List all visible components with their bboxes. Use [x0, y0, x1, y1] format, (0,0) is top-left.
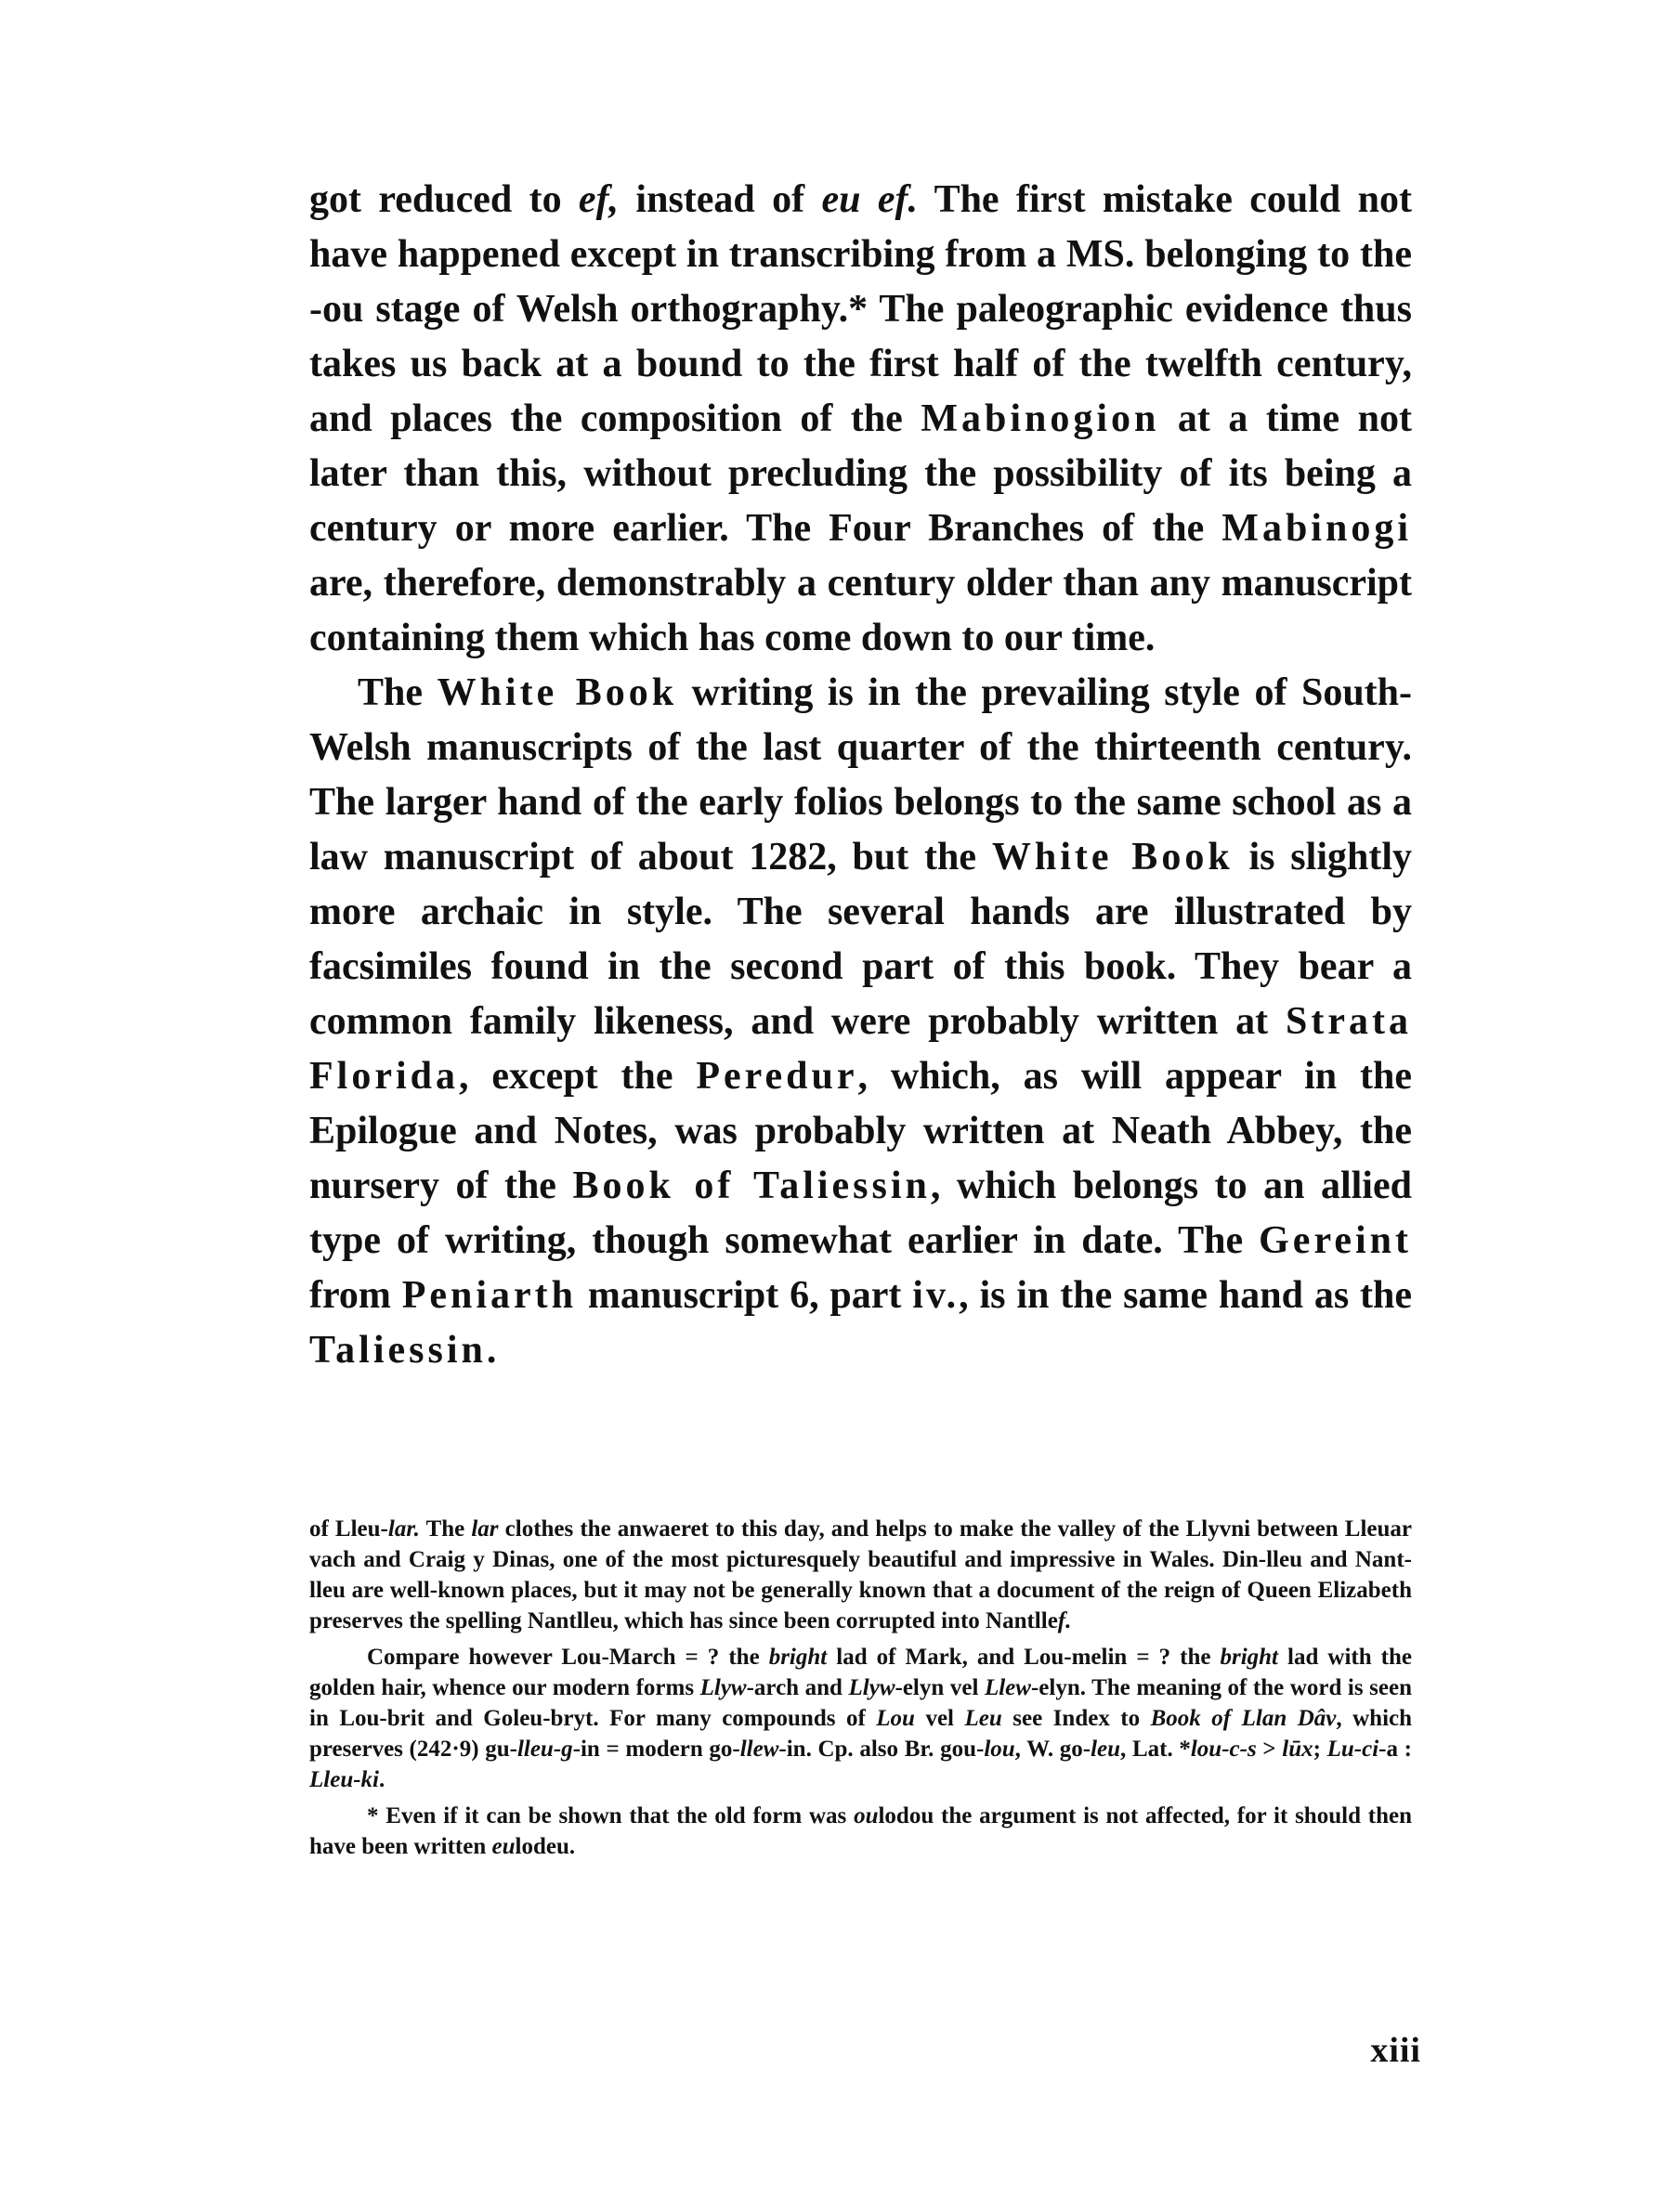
spaced-title: Gereint — [1259, 1219, 1412, 1262]
spaced-title: Peniarth — [401, 1274, 578, 1317]
italic-run: lar. — [387, 1516, 420, 1542]
paragraph-1 — [309, 173, 1412, 666]
text-run: ; — [1313, 1737, 1327, 1762]
text-run: got reduced to — [309, 178, 579, 221]
text-run: lodou the argument is not affected, for it should then have been written — [309, 1803, 1412, 1859]
italic-run: ou — [854, 1803, 879, 1828]
italic-run: Lleu-ki — [309, 1767, 379, 1792]
italic-run: Llew — [984, 1675, 1031, 1700]
text-run: -arch and — [746, 1675, 849, 1700]
text-run: clothes the anwaeret to this day, and helps to make the valley of the Llyvni between Lleuar vach and Craig y Dinas, one of the most picturesquely beautiful and impressive in Wales. Din-lleu and Nant-lleu are well-known places, but it may not be generally known that a document of the reign of Queen Elizabeth preserves the spelling Nantlleu, which has since been corrupted into Nantlle — [309, 1516, 1412, 1633]
text-run: The — [358, 671, 438, 714]
text-run: are, therefore, demonstrably a century older than any manuscript containing them which has come down to our time. — [309, 562, 1412, 659]
text-run: -in = modern go- — [572, 1737, 740, 1762]
spaced-title: Mabinogi — [1221, 507, 1412, 550]
italic-run: Book of Llan Dâv — [1150, 1706, 1337, 1731]
italic-run: bright — [768, 1645, 828, 1670]
italic-run: Llyw — [848, 1675, 895, 1700]
spaced-title: Taliessin — [309, 1329, 487, 1372]
text-run: -a : — [1378, 1737, 1412, 1762]
text-run: > — [1256, 1737, 1283, 1762]
text-run: of Lleu- — [309, 1516, 388, 1542]
text-run: , which, as will appear in the Epilogue and Notes, was probably written at Neath Abbey, the nursery of the — [309, 1055, 1412, 1207]
text-run: see Index to — [1001, 1706, 1151, 1731]
text-run: is slightly more archaic in style. The several hands are illustrated by facsimiles found in the second part of this book. They bear a common family likeness, and were probably written at — [309, 836, 1413, 1043]
italic-run: Lu-ci — [1326, 1737, 1379, 1762]
main-text — [309, 173, 1412, 1378]
italic-run: Llyw — [699, 1675, 747, 1700]
text-run: , Lat. * — [1120, 1737, 1191, 1762]
italic-run: f. — [1057, 1608, 1072, 1633]
text-run: , which belongs to an allied type of writing, though somewhat earlier in date. The — [309, 1165, 1412, 1262]
italic-run: lou — [984, 1737, 1015, 1762]
text-run: lad with the golden hair, whence our modern forms — [309, 1645, 1412, 1700]
text-run: at a time not later than this, without precluding the possibility of its being a century or more earlier. The Four Branches of the — [309, 397, 1412, 550]
footnote-asterisk — [309, 1801, 1412, 1862]
text-run: lad of Mark, and Lou-melin = ? the — [827, 1645, 1221, 1670]
page-number: xiii — [1370, 2031, 1421, 2070]
italic-run: ef, — [578, 178, 620, 221]
text-run: -elyn vel — [895, 1675, 985, 1700]
footnotes — [309, 1514, 1412, 1867]
italic-run: lūx — [1282, 1737, 1313, 1762]
italic-run: eu ef. — [821, 178, 918, 221]
spaced-title: Strata Florida — [309, 1000, 1412, 1098]
text-run: manuscript 6, part — [577, 1274, 913, 1317]
footnote-1 — [309, 1514, 1412, 1636]
italic-run: lar — [471, 1516, 499, 1542]
italic-run: lou-c-s — [1190, 1737, 1257, 1762]
italic-run: llew — [739, 1737, 779, 1762]
small-caps-run: iv. — [912, 1274, 960, 1317]
text-run: , except the — [459, 1055, 697, 1098]
italic-run: Leu — [964, 1706, 1002, 1731]
spaced-title: White Book — [437, 671, 678, 714]
italic-run: eu — [491, 1834, 516, 1859]
text-run: , is in the same hand as the — [959, 1274, 1413, 1317]
text-run: Compare however Lou-March = ? the — [367, 1645, 769, 1670]
text-run: . — [486, 1329, 497, 1372]
text-run: instead of — [619, 178, 822, 221]
italic-run: lleu-g — [516, 1737, 573, 1762]
footnote-2 — [309, 1642, 1412, 1795]
italic-run: leu — [1091, 1737, 1121, 1762]
spaced-title: Mabinogion — [921, 397, 1160, 440]
text-run: writing is in the prevailing style of South-Welsh manuscripts of the last quarter of the thirteenth century. The larger hand of the early folios belongs to the same school as a law manuscript of about 1282, but the — [309, 671, 1413, 878]
text-run: The first mistake could not have happened except in transcribing from a MS. belonging to the -ou stage of Welsh orthography.* The paleographic evidence thus takes us back at a bound to the first half of the twelfth century, and places the composition of the — [309, 178, 1412, 440]
text-run: . — [379, 1767, 385, 1792]
text-run: lodeu. — [515, 1834, 576, 1859]
text-run: The — [419, 1516, 472, 1542]
spaced-title: Peredur — [696, 1055, 858, 1098]
text-run: -in. Cp. also Br. gou- — [778, 1737, 985, 1762]
spaced-title: White Book — [991, 836, 1234, 878]
paragraph-2 — [309, 666, 1412, 1378]
italic-run: Lou — [876, 1706, 915, 1731]
text-run: , W. go- — [1014, 1737, 1091, 1762]
italic-run: bright — [1220, 1645, 1278, 1670]
text-run: vel — [914, 1706, 965, 1731]
text-run: * Even if it can be shown that the old form was — [367, 1803, 855, 1828]
text-run: from — [309, 1274, 402, 1317]
text-run: , which preserves (242·9) gu- — [309, 1706, 1413, 1762]
text-run: -elyn. The meaning of the word is seen in Lou-brit and Goleu-bryt. For many compounds of — [309, 1675, 1412, 1731]
spaced-title: Book of Taliessin — [572, 1165, 931, 1207]
